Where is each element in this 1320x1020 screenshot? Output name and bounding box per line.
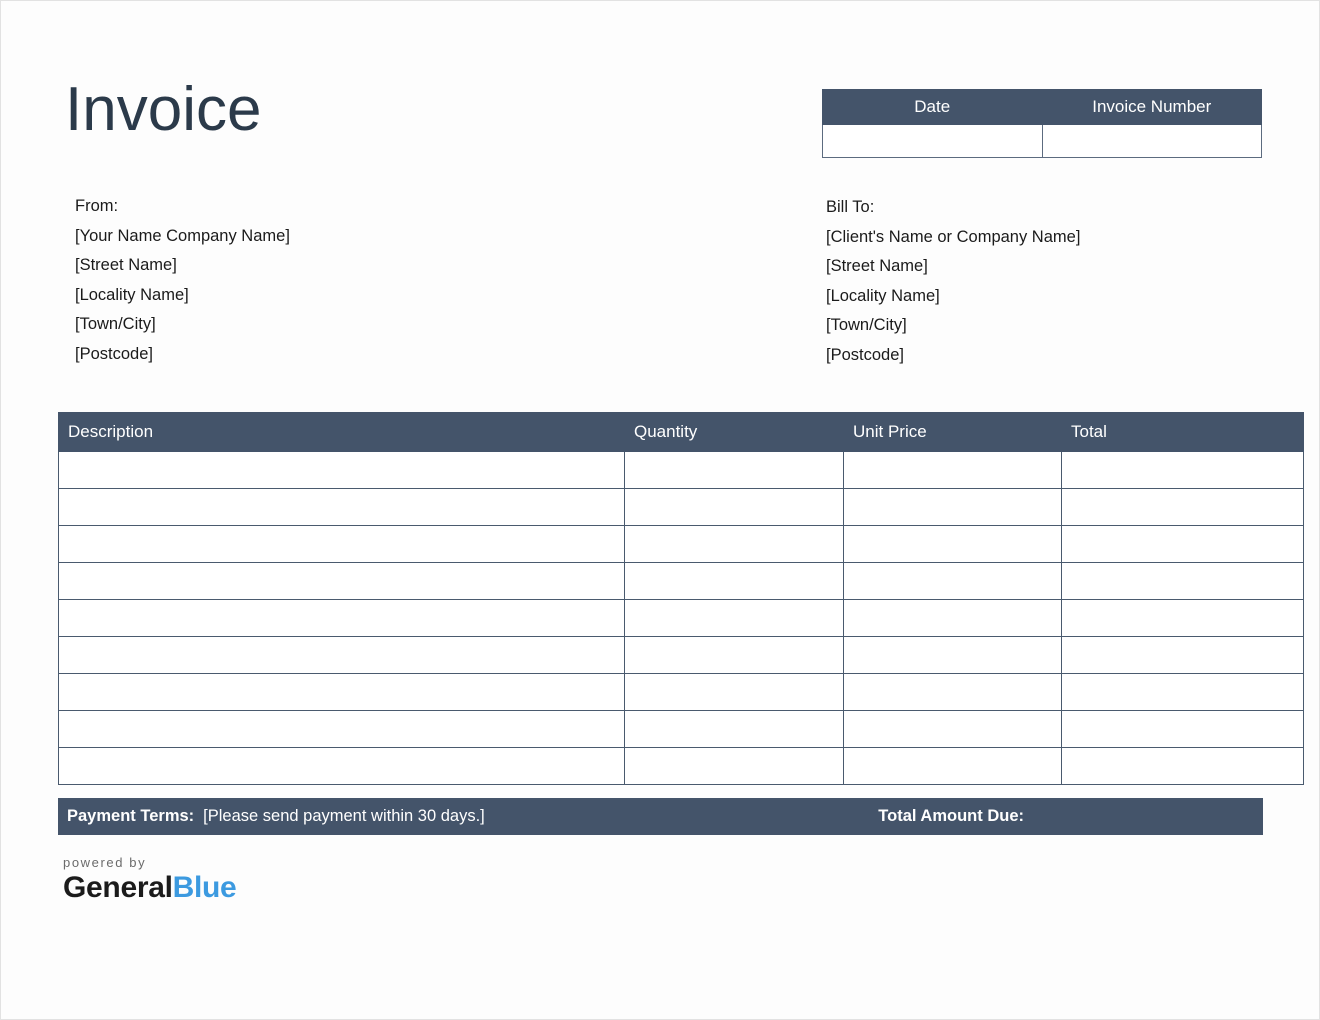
cell-unit-price[interactable]: [844, 489, 1062, 526]
cell-unit-price[interactable]: [844, 674, 1062, 711]
cell-description[interactable]: [59, 711, 625, 748]
cell-total[interactable]: [1062, 452, 1304, 489]
from-address-block: [75, 192, 290, 369]
table-row: [59, 674, 1304, 711]
cell-quantity[interactable]: [625, 674, 844, 711]
cell-description[interactable]: [59, 637, 625, 674]
cell-quantity[interactable]: [625, 600, 844, 637]
table-row: [59, 489, 1304, 526]
column-header-total: Total: [1062, 413, 1304, 452]
cell-total[interactable]: [1062, 563, 1304, 600]
invoice-footer-row: [58, 798, 1263, 835]
cell-total[interactable]: [1062, 674, 1304, 711]
powered-by-label: powered by: [63, 855, 147, 870]
cell-description[interactable]: [59, 748, 625, 785]
page-title: Invoice: [65, 75, 262, 144]
meta-value-row: [823, 125, 1262, 158]
meta-header-invoice-number: Invoice Number: [1042, 90, 1262, 125]
cell-description[interactable]: [59, 674, 625, 711]
cell-quantity[interactable]: [625, 637, 844, 674]
cell-description[interactable]: [59, 563, 625, 600]
bill-to-line-1[interactable]: [Client's Name or Company Name]: [826, 227, 1081, 246]
total-amount-due-field[interactable]: [1031, 798, 1263, 835]
cell-description[interactable]: [59, 600, 625, 637]
cell-description[interactable]: [59, 489, 625, 526]
cell-quantity[interactable]: [625, 711, 844, 748]
from-line-4[interactable]: [Town/City]: [75, 315, 156, 333]
cell-unit-price[interactable]: [844, 637, 1062, 674]
line-items-table: [58, 412, 1304, 785]
table-row: [59, 711, 1304, 748]
cell-quantity[interactable]: [625, 526, 844, 563]
items-header-row: [59, 413, 1304, 452]
payment-terms-label: Payment Terms:: [67, 807, 195, 825]
bill-to-address-block: [826, 193, 1080, 370]
cell-total[interactable]: [1062, 489, 1304, 526]
payment-terms-cell: [58, 798, 823, 835]
table-row: [59, 563, 1304, 600]
bill-to-line-5[interactable]: [Postcode]: [826, 345, 904, 364]
cell-total[interactable]: [1062, 526, 1304, 563]
cell-total[interactable]: [1062, 600, 1304, 637]
from-line-1[interactable]: [Your Name Company Name]: [75, 226, 290, 245]
logo-text-blue: Blue: [172, 871, 237, 904]
cell-quantity[interactable]: [625, 489, 844, 526]
column-header-quantity: Quantity: [625, 413, 844, 452]
table-row: [59, 637, 1304, 674]
cell-total[interactable]: [1062, 748, 1304, 785]
table-row: [59, 526, 1304, 563]
cell-unit-price[interactable]: [844, 748, 1062, 785]
cell-unit-price[interactable]: [844, 600, 1062, 637]
bill-to-label: Bill To:: [826, 198, 875, 216]
invoice-number-field[interactable]: [1042, 125, 1262, 158]
logo-text-general: General: [63, 871, 173, 904]
bill-to-line-3[interactable]: [Locality Name]: [826, 286, 940, 305]
cell-total[interactable]: [1062, 711, 1304, 748]
meta-header-date: Date: [823, 90, 1043, 125]
invoice-meta-table: [822, 89, 1262, 158]
cell-quantity[interactable]: [625, 452, 844, 489]
cell-unit-price[interactable]: [844, 452, 1062, 489]
cell-quantity[interactable]: [625, 563, 844, 600]
column-header-description: Description: [59, 413, 625, 452]
cell-total[interactable]: [1062, 637, 1304, 674]
bill-to-line-4[interactable]: [Town/City]: [826, 316, 907, 334]
bill-to-line-2[interactable]: [Street Name]: [826, 257, 928, 275]
table-row: [59, 452, 1304, 489]
total-amount-due-label: Total Amount Due:: [823, 798, 1031, 835]
cell-unit-price[interactable]: [844, 711, 1062, 748]
cell-description[interactable]: [59, 526, 625, 563]
column-header-unit-price: Unit Price: [844, 413, 1062, 452]
cell-unit-price[interactable]: [844, 526, 1062, 563]
table-row: [59, 748, 1304, 785]
cell-description[interactable]: [59, 452, 625, 489]
meta-header-row: [823, 90, 1262, 125]
cell-unit-price[interactable]: [844, 563, 1062, 600]
date-field[interactable]: [823, 125, 1043, 158]
from-label: From:: [75, 197, 119, 215]
from-line-5[interactable]: [Postcode]: [75, 344, 153, 363]
generalblue-logo: [63, 871, 236, 905]
table-row: [59, 600, 1304, 637]
payment-terms-value[interactable]: [Please send payment within 30 days.]: [203, 807, 485, 825]
from-line-3[interactable]: [Locality Name]: [75, 285, 189, 304]
cell-quantity[interactable]: [625, 748, 844, 785]
from-line-2[interactable]: [Street Name]: [75, 256, 177, 274]
branding: [63, 855, 236, 905]
